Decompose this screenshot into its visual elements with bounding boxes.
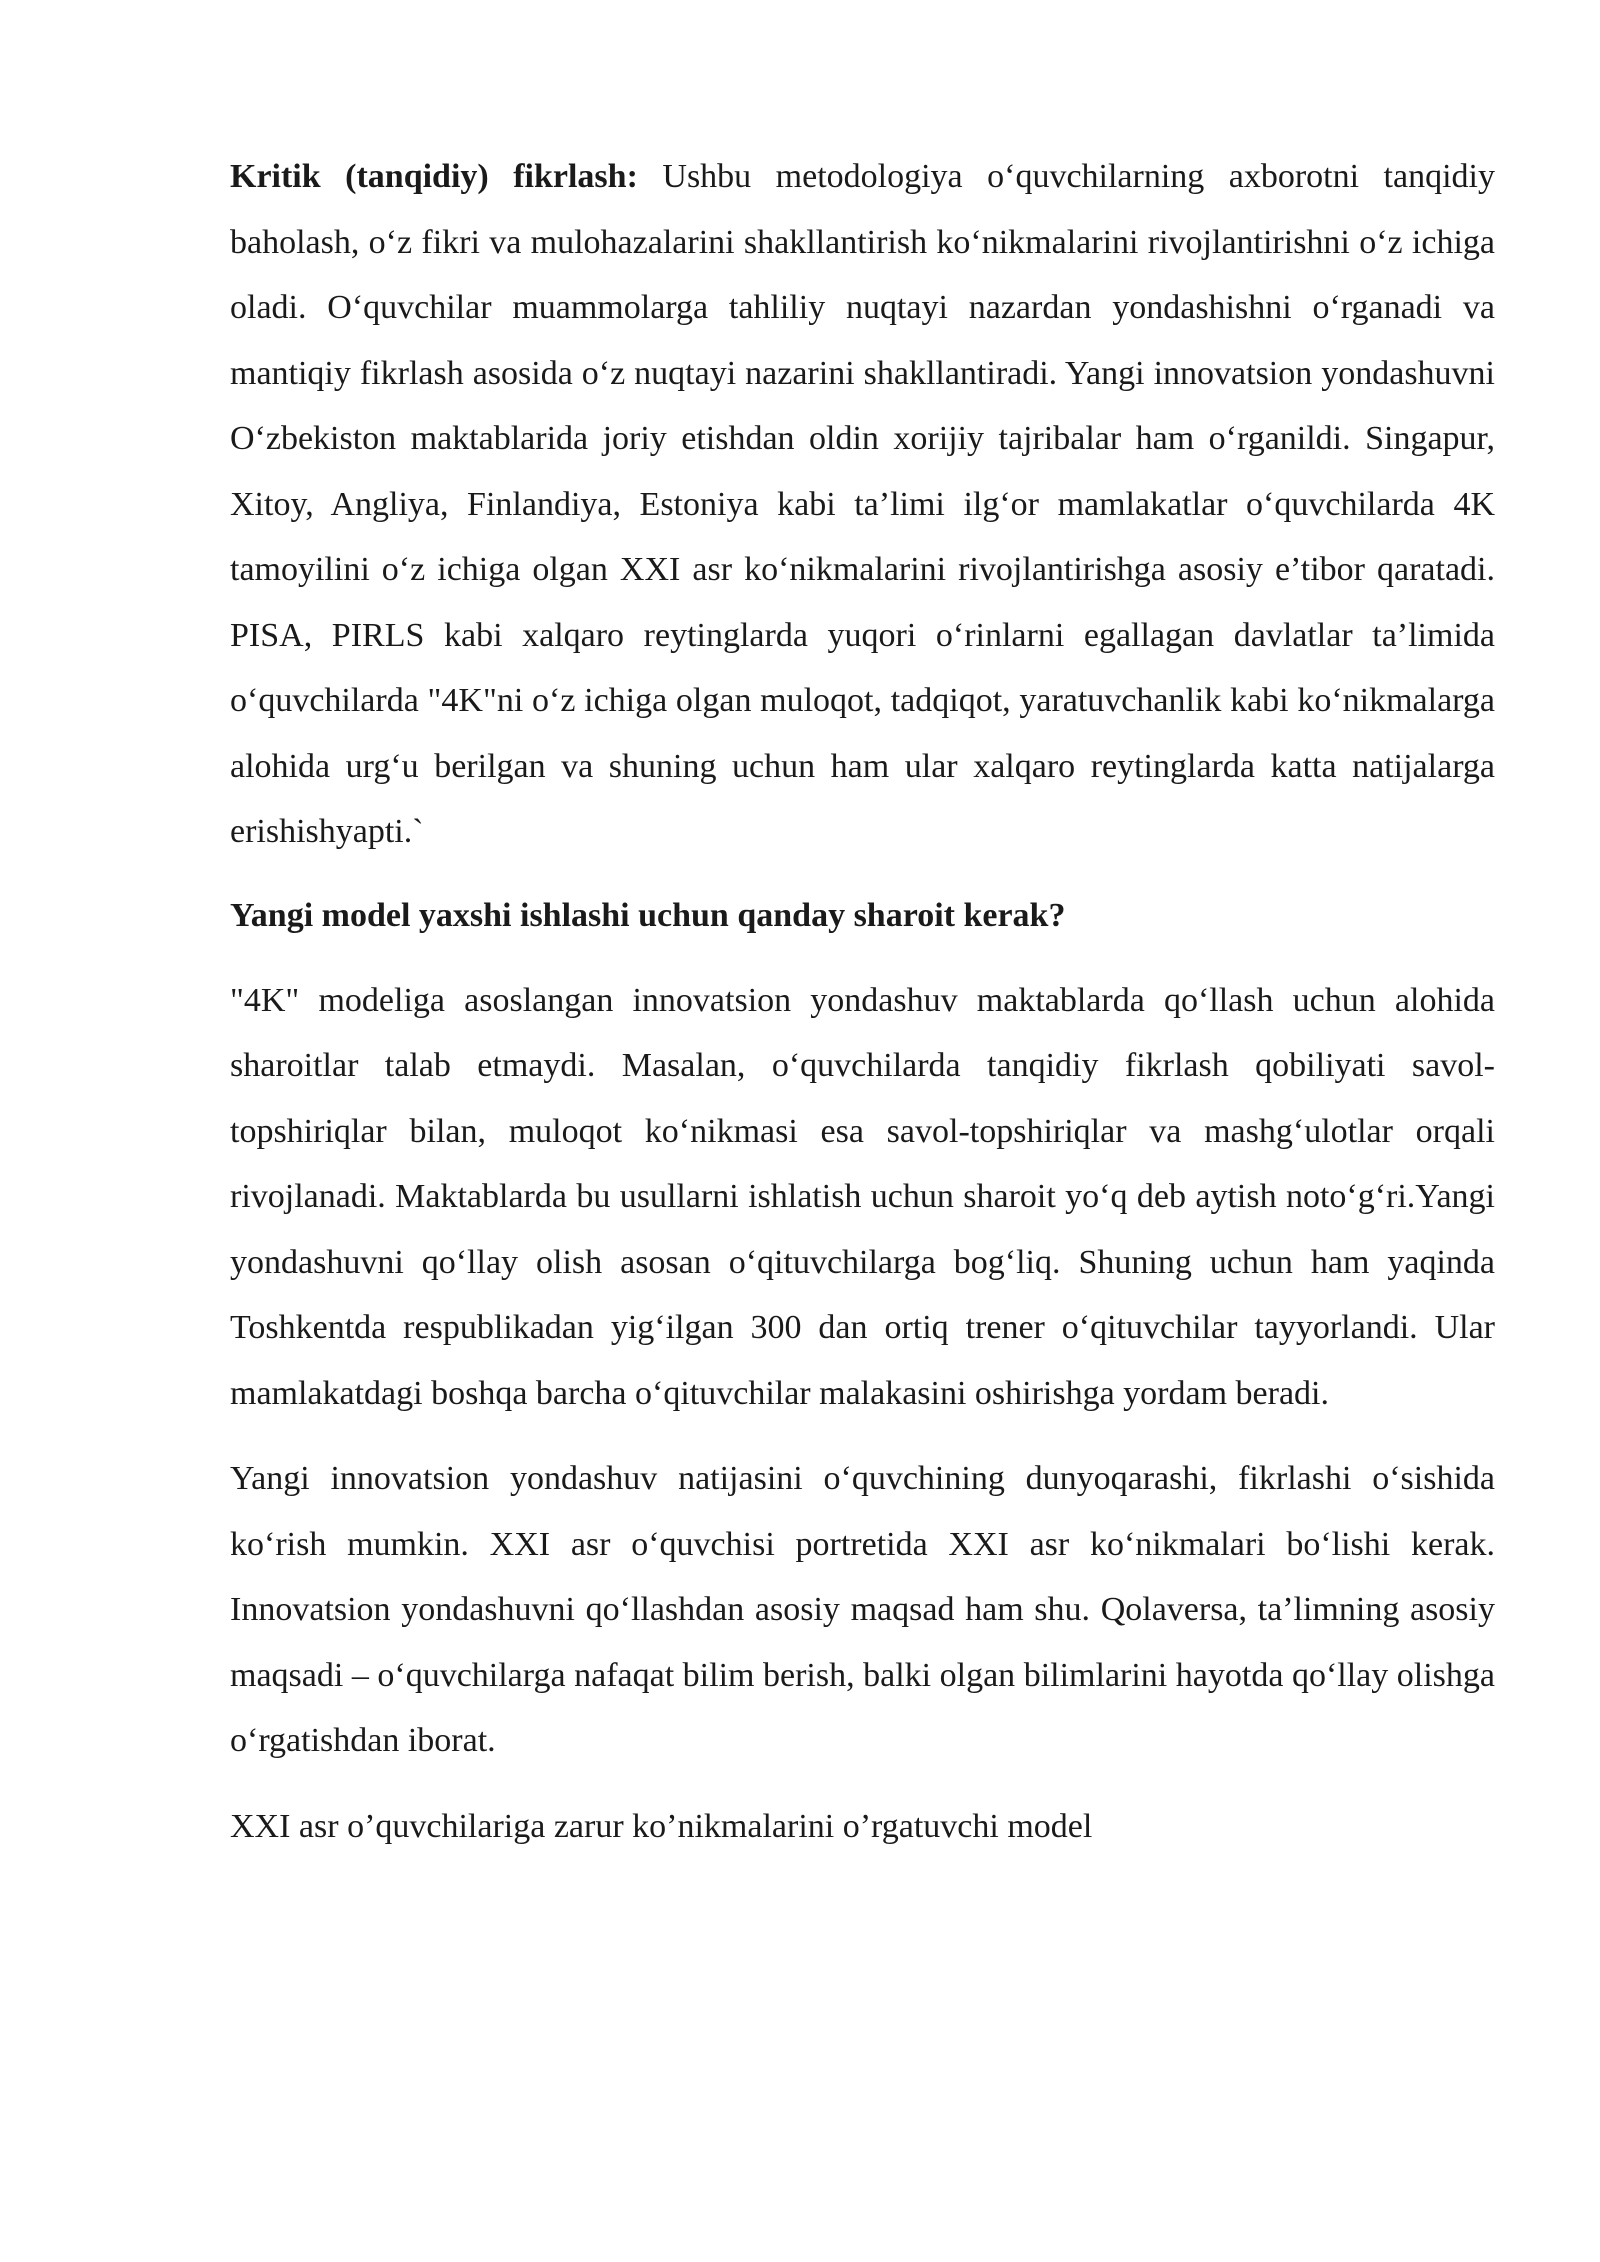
paragraph-model-caption: XXI asr o’quvchilariga zarur ko’nikmalarini o’rgatuvchi model xyxy=(230,1807,1093,1845)
paragraph-conditions: "4K" modeliga asoslangan innovatsion yondashuv maktablarda qo‘llash uchun alohida sharoitlar talab etmaydi. Masalan, o‘quvchilarda tanqidiy fikrlash qobiliyati savol-topshiriqlar bilan, muloqot ko‘nikmasi esa savol-topshiriqlar va mashg‘ulotlar orqali rivojlanadi. Maktablarda bu usullarni ishlatish uchun sharoit yo‘q deb aytish noto‘g‘ri.Yangi yondashuvni qo‘llay olish asosan o‘qituvchilarga bog‘liq. Shuning uchun ham yaqinda Toshkentda respublikadan yig‘ilgan 300 dan ortiq trener o‘qituvchilar tayyorlandi. Ular mamlakatdagi boshqa barcha o‘qituvchilar malakasini oshirishga yordam beradi. xyxy=(230,981,1495,1412)
paragraph-lead-term: Kritik (tanqidiy) fikrlash: xyxy=(230,158,638,195)
document-body xyxy=(230,144,1495,1859)
section-heading: Yangi model yaxshi ishlashi uchun qanday sharoit kerak? xyxy=(230,896,1066,934)
paragraph-critical-thinking xyxy=(230,144,1495,865)
paragraph-text: Ushbu metodologiya o‘quvchilarning axborotni tanqidiy baholash, o‘z fikri va mulohazalarini shakllantirish ko‘nikmalarini rivojlantirishni o‘z ichiga oladi. O‘quvchilar muammolarga tahliliy nuqtayi nazardan yondashishni o‘rganadi va mantiqiy fikrlash asosida o‘z nuqtayi nazarini shakllantiradi. Yangi innovatsion yondashuvni O‘zbekiston maktablarida joriy etishdan oldin xorijiy tajribalar ham o‘rganildi. Singapur, Xitoy, Angliya, Finlandiya, Estoniya kabi ta’limi ilg‘or mamlakatlar o‘quvchilarda 4K tamoyilini o‘z ichiga olgan XXI asr ko‘nikmalarini rivojlantirishga asosiy e’tibor qaratadi. PISA, PIRLS kabi xalqaro reytinglarda yuqori o‘rinlarni egallagan davlatlar ta’limida o‘quvchilarda "4K"ni o‘z ichiga olgan muloqot, tadqiqot, yaratuvchanlik kabi ko‘nikmalarga alohida urg‘u berilgan va shuning uchun ham ular xalqaro reytinglarda katta natijalarga erishishyapti.` xyxy=(230,158,1495,850)
paragraph-results: Yangi innovatsion yondashuv natijasini o‘quvchining dunyoqarashi, fikrlashi o‘sishida ko‘rish mumkin. XXI asr o‘quvchisi portretida XXI asr ko‘nikmalari bo‘lishi kerak. Innovatsion yondashuvni qo‘llashdan asosiy maqsad ham shu. Qolaversa, ta’limning asosiy maqsadi – o‘quvchilarga nafaqat bilim berish, balki olgan bilimlarini hayotda qo‘llay olishga o‘rgatishdan iborat. xyxy=(230,1460,1495,1759)
